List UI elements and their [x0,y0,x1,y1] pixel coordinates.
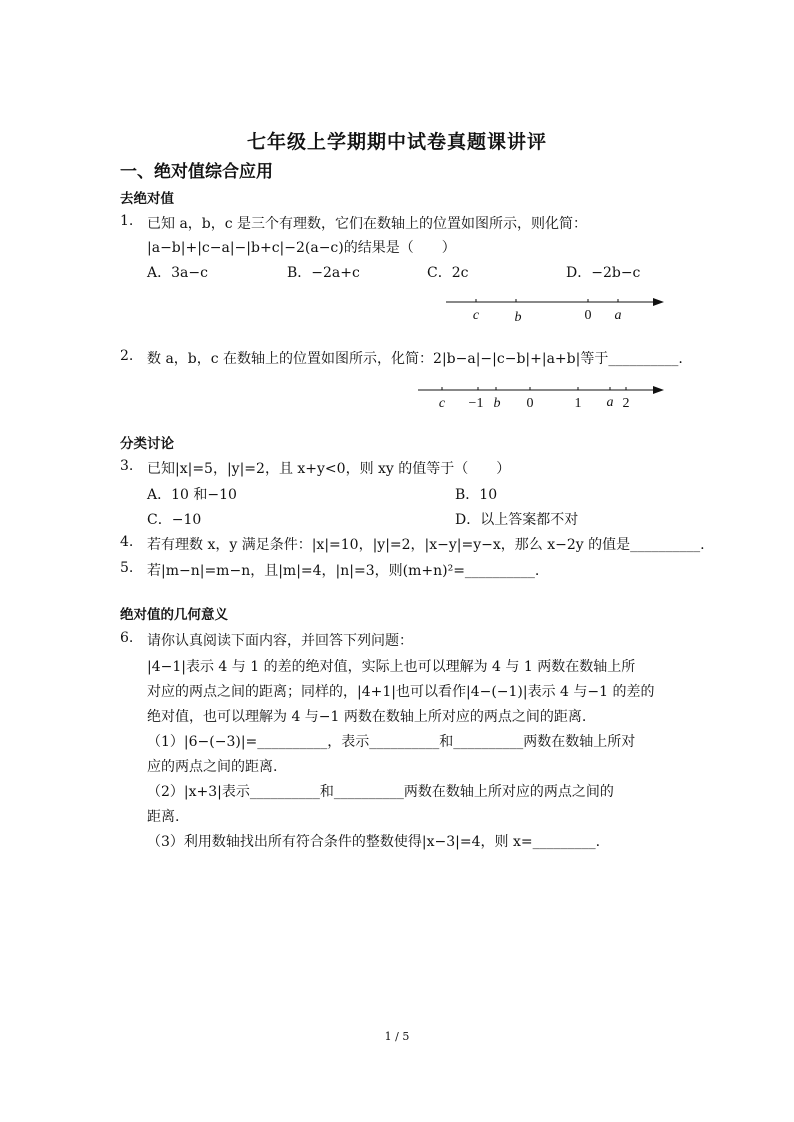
q1-option-b: B．−2a+c [287,265,360,281]
q3-number: 3. [120,458,134,474]
q2-number: 2. [120,348,134,364]
q1-number-line [440,292,670,324]
q1-option-d: D．−2b−c [566,265,641,281]
q2-axis-label-2: 2 [622,396,630,411]
q6-part2-line2: 距离. [147,809,180,825]
q4-number: 4. [120,534,134,550]
q6-text-line3: 绝对值，也可以理解为 4 与−1 两数在数轴上所对应的两点之间的距离. [147,709,587,725]
q6-text-line1: |4−1|表示 4 与 1 的差的绝对值，实际上也可以理解为 4 与 1 两数在数轴上所 [147,659,636,675]
q3-option-c: C．−10 [147,512,202,528]
q5-stem: 若|m−n|=m−n，且|m|=4，|n|=3，则(m+n)²=__________. [147,563,540,579]
q1-stem-line2: |a−b|+|c−a|−|b+c|−2(a−c)的结果是（ ） [147,240,456,256]
q6-part1-line2: 应的两点之间的距离. [147,759,278,775]
q3-option-d: D．以上答案都不对 [455,512,579,528]
q3-option-b: B．10 [455,487,498,503]
q2-stem: 数 a，b，c 在数轴上的位置如图所示，化简：2|b−a|−|c−b|+|a+b|等于__________. [147,351,683,367]
q3-option-a: A．10 和−10 [147,487,237,503]
q1-stem-line1: 已知 a，b，c 是三个有理数，它们在数轴上的位置如图所示，则化简： [147,216,588,232]
q2-axis-label-c: c [438,396,446,411]
q2-axis-label-minus1: −1 [468,396,484,411]
q2-axis-label-0: 0 [526,396,534,411]
q1-axis-label-b: b [514,310,522,324]
q2-axis-label-b: b [493,396,501,411]
page-title: 七年级上学期期中试卷真题课讲评 [246,131,547,153]
q5-number: 5. [120,560,134,576]
q1-axis-label-c: c [472,308,480,323]
q4-stem: 若有理数 x，y 满足条件：|x|=10，|y|=2，|x−y|=y−x，那么 x−2y 的值是__________. [147,537,705,553]
q1-axis-label-a: a [614,308,622,323]
q3-stem: 已知|x|=5，|y|=2，且 x+y<0，则 xy 的值等于（ ） [147,461,511,477]
q6-part1-line1: （1）|6−(−3)|=__________，表示__________和__________两数在数轴上所对 [147,734,636,750]
section-heading: 一、绝对值综合应用 [120,162,273,182]
q6-text-line2: 对应的两点之间的距离；同样的，|4+1|也可以看作|4−(−1)|表示 4 与−1 的差的 [147,684,655,700]
subheading-classification: 分类讨论 [120,436,174,452]
subheading-geometric-meaning: 绝对值的几何意义 [120,607,228,623]
q2-axis-label-1: 1 [574,396,582,411]
q6-part3: （3）利用数轴找出所有符合条件的整数使得|x−3|=4，则 x=_________. [147,834,601,850]
q1-number: 1. [120,213,134,229]
q1-option-a: A．3a−c [147,265,208,281]
q1-option-c: C．2c [427,265,469,281]
q6-part2-line1: （2）|x+3|表示__________和__________两数在数轴上所对应的两点之间的 [147,784,614,800]
q1-axis-label-0: 0 [584,308,592,323]
q2-number-line [412,380,672,412]
q2-axis-label-a: a [606,395,614,410]
page-number: 1 / 5 [384,1030,410,1043]
q6-number: 6. [120,630,134,646]
q6-intro: 请你认真阅读下面内容，并回答下列问题： [147,633,413,649]
subheading-remove-abs: 去绝对值 [120,191,174,207]
